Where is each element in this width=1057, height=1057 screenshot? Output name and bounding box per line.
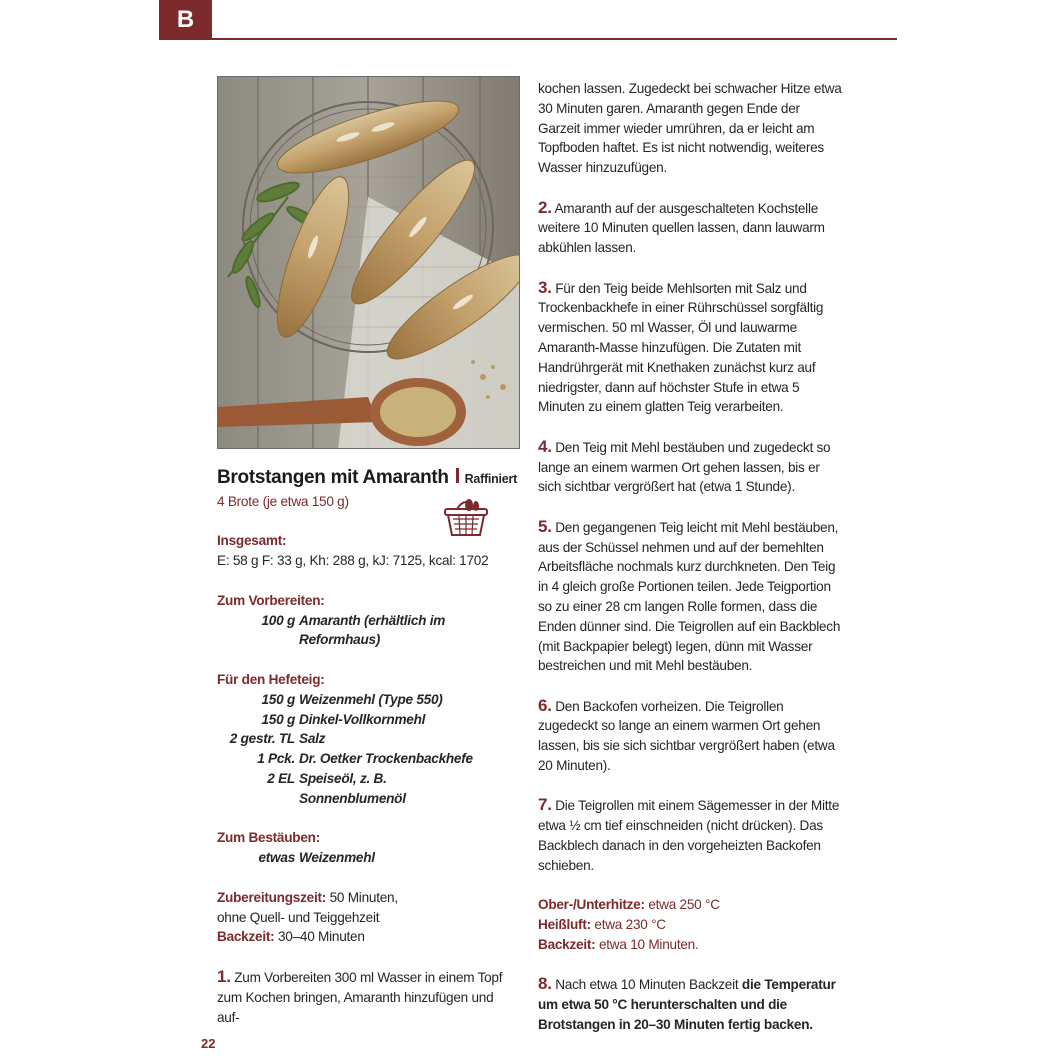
prep-time-label: Zubereitungszeit: [217, 889, 327, 905]
step-text: Amaranth auf der ausgeschalteten Kochstelle weitere 10 Minuten quellen lassen, dann lauwarm abkühlen lassen. [538, 200, 825, 256]
oven-top-bottom-value: etwa 250 °C [648, 897, 720, 913]
step-3 [538, 278, 843, 418]
bake-time [217, 927, 517, 947]
step-4 [538, 437, 843, 497]
step-number: 1. [217, 966, 231, 986]
ingredient-amount: etwas [258, 850, 295, 866]
difficulty-tag: Raffiniert [464, 472, 517, 486]
step-text: Für den Teig beide Mehlsorten mit Salz und Trockenbackhefe in einer Rührschüssel sorgfältig vermischen. 50 ml Wasser, Öl und lauwarme Amaranth-Masse hinzufügen. Die Zutaten mit Handrührgerät mit Knethaken zunächst kurz auf niedrigster, dann auf höchster Stufe in etwa 5 Minuten zu einem glatten Teig verarbeiten. [538, 280, 824, 415]
step-number: 4. [538, 436, 552, 456]
dough-heading: Für den Hefeteig: [217, 671, 325, 687]
recipe-right-column [538, 79, 843, 1035]
ingredient-name: Dr. Oetker Trockenbackhefe [299, 751, 473, 767]
oven-fan-value: etwa 230 °C [594, 917, 666, 933]
dust-heading: Zum Bestäuben: [217, 830, 320, 846]
ingredient-amount: 100 g [261, 612, 295, 628]
ingredient-row [217, 710, 517, 730]
total-nutrition: E: 58 g F: 33 g, Kh: 288 g, kJ: 7125, kcal: 1702 [217, 553, 489, 569]
basket-icon [443, 495, 489, 537]
ingredient-name: Speiseöl, z. B. [299, 770, 387, 786]
oven-top-bottom-label: Ober-/Unterhitze: [538, 897, 645, 913]
bake-time-value: 30–40 Minuten [277, 929, 365, 945]
ingredient-name: Sonnenblumenöl [299, 790, 406, 806]
step-number: 5. [538, 516, 552, 536]
ingredient-row [217, 611, 517, 631]
step-5 [538, 517, 843, 676]
chapter-tab [159, 0, 212, 40]
step-number: 2. [538, 197, 552, 217]
ingredient-amount: 150 g [261, 691, 295, 707]
recipe-title-row [217, 468, 517, 490]
ingredient-name: Salz [299, 731, 326, 747]
oven-fan-label: Heißluft: [538, 917, 591, 933]
chapter-letter: B [176, 6, 195, 33]
ingredient-row [217, 749, 517, 769]
step-2 [538, 198, 843, 258]
step-1 [217, 967, 517, 1027]
page-number: 22 [201, 1036, 216, 1051]
ingredient-name: Reformhaus) [299, 632, 381, 648]
ingredient-amount: 2 gestr. TL [229, 731, 295, 747]
step-text: Den Teig mit Mehl bestäuben und zugedeckt so lange an einem warmen Ort gehen lassen, bis er sich sichtbar vergrößert hat (etwa 1 Stunde). [538, 439, 831, 495]
recipe-left-column [217, 468, 517, 1027]
ingredient-name: Weizenmehl (Type 550) [299, 691, 443, 707]
ingredient-name: Dinkel-Vollkornmehl [299, 711, 426, 727]
recipe-yield: 4 Brote (je etwa 150 g) [217, 493, 349, 509]
step-text: Zum Vorbereiten 300 ml Wasser in einem Topf zum Kochen bringen, Amaranth hinzufügen und auf- [217, 969, 503, 1025]
title-separator [456, 468, 459, 483]
prep-time [217, 888, 517, 908]
step-1-continued: kochen lassen. Zugedeckt bei schwacher Hitze etwa 30 Minuten garen. Amaranth gegen Ende der Garzeit immer wieder umrühren, da er leicht am Topfboden haftet. Es ist nicht notwendig, weiteres Wasser hinzuzufügen. [538, 81, 842, 176]
ingredient-row [217, 729, 517, 749]
step-text: Den Backofen vorheizen. Die Teigrollen zugedeckt so lange an einem warmen Ort gehen lassen, bis sie sich sichtbar vergrößert haben (etwa 20 Minuten). [538, 698, 835, 774]
prep-time-value: 50 Minuten, [329, 889, 398, 905]
oven-bake-label: Backzeit: [538, 936, 596, 952]
step-6 [538, 696, 843, 776]
step-number: 8. [538, 974, 552, 994]
header-rule [212, 38, 897, 40]
step-number: 7. [538, 795, 552, 815]
ingredient-amount: 150 g [261, 711, 295, 727]
step-number: 3. [538, 277, 552, 297]
step-text: Den gegangenen Teig leicht mit Mehl bestäuben, aus der Schüssel nehmen und auf der bemehlten Arbeitsfläche nochmals kurz durchkneten. Den Teig in 4 gleich große Portionen teilen. Jede Teigportion so zu einer 28 cm langen Rolle formen, dass die Enden dünner sind. Die Teigrollen auf ein Backblech (mit Backpapier belegt) legen, dünn mit Wasser bestreichen und mit Mehl bestäuben. [538, 519, 841, 674]
ingredient-row [217, 769, 517, 789]
prep-heading: Zum Vorbereiten: [217, 592, 325, 608]
step-text-emphasis: die Temperatur um etwa 50 °C herunterschalten und die Brotstangen in 20–30 Minuten fertig backen. [538, 977, 836, 1032]
step-text: Nach etwa 10 Minuten Backzeit [555, 977, 739, 993]
ingredient-name: Weizenmehl [299, 850, 375, 866]
ingredient-row [217, 690, 517, 710]
step-text: Die Teigrollen mit einem Sägemesser in der Mitte etwa ½ cm tief einschneiden (nicht drücken). Das Backblech danach in den vorgeheizten Backofen schieben. [538, 798, 840, 873]
recipe-photo [217, 76, 520, 449]
step-7 [538, 795, 843, 875]
ingredient-row-cont [217, 789, 517, 809]
ingredient-row-cont [217, 630, 517, 650]
bread-illustration [218, 77, 520, 449]
step-number: 6. [538, 695, 552, 715]
ingredient-row [217, 848, 517, 868]
ingredient-amount: 2 EL [267, 770, 295, 786]
oven-settings [538, 895, 843, 954]
prep-time-note: ohne Quell- und Teiggehzeit [217, 909, 380, 925]
ingredient-name: Amaranth (erhältlich im [299, 612, 446, 628]
ingredient-amount: 1 Pck. [257, 751, 295, 767]
step-8 [538, 974, 843, 1034]
recipe-title: Brotstangen mit Amaranth [217, 467, 449, 488]
bake-time-label: Backzeit: [217, 929, 275, 945]
oven-bake-value: etwa 10 Minuten. [598, 936, 699, 952]
total-label: Insgesamt: [217, 533, 287, 549]
